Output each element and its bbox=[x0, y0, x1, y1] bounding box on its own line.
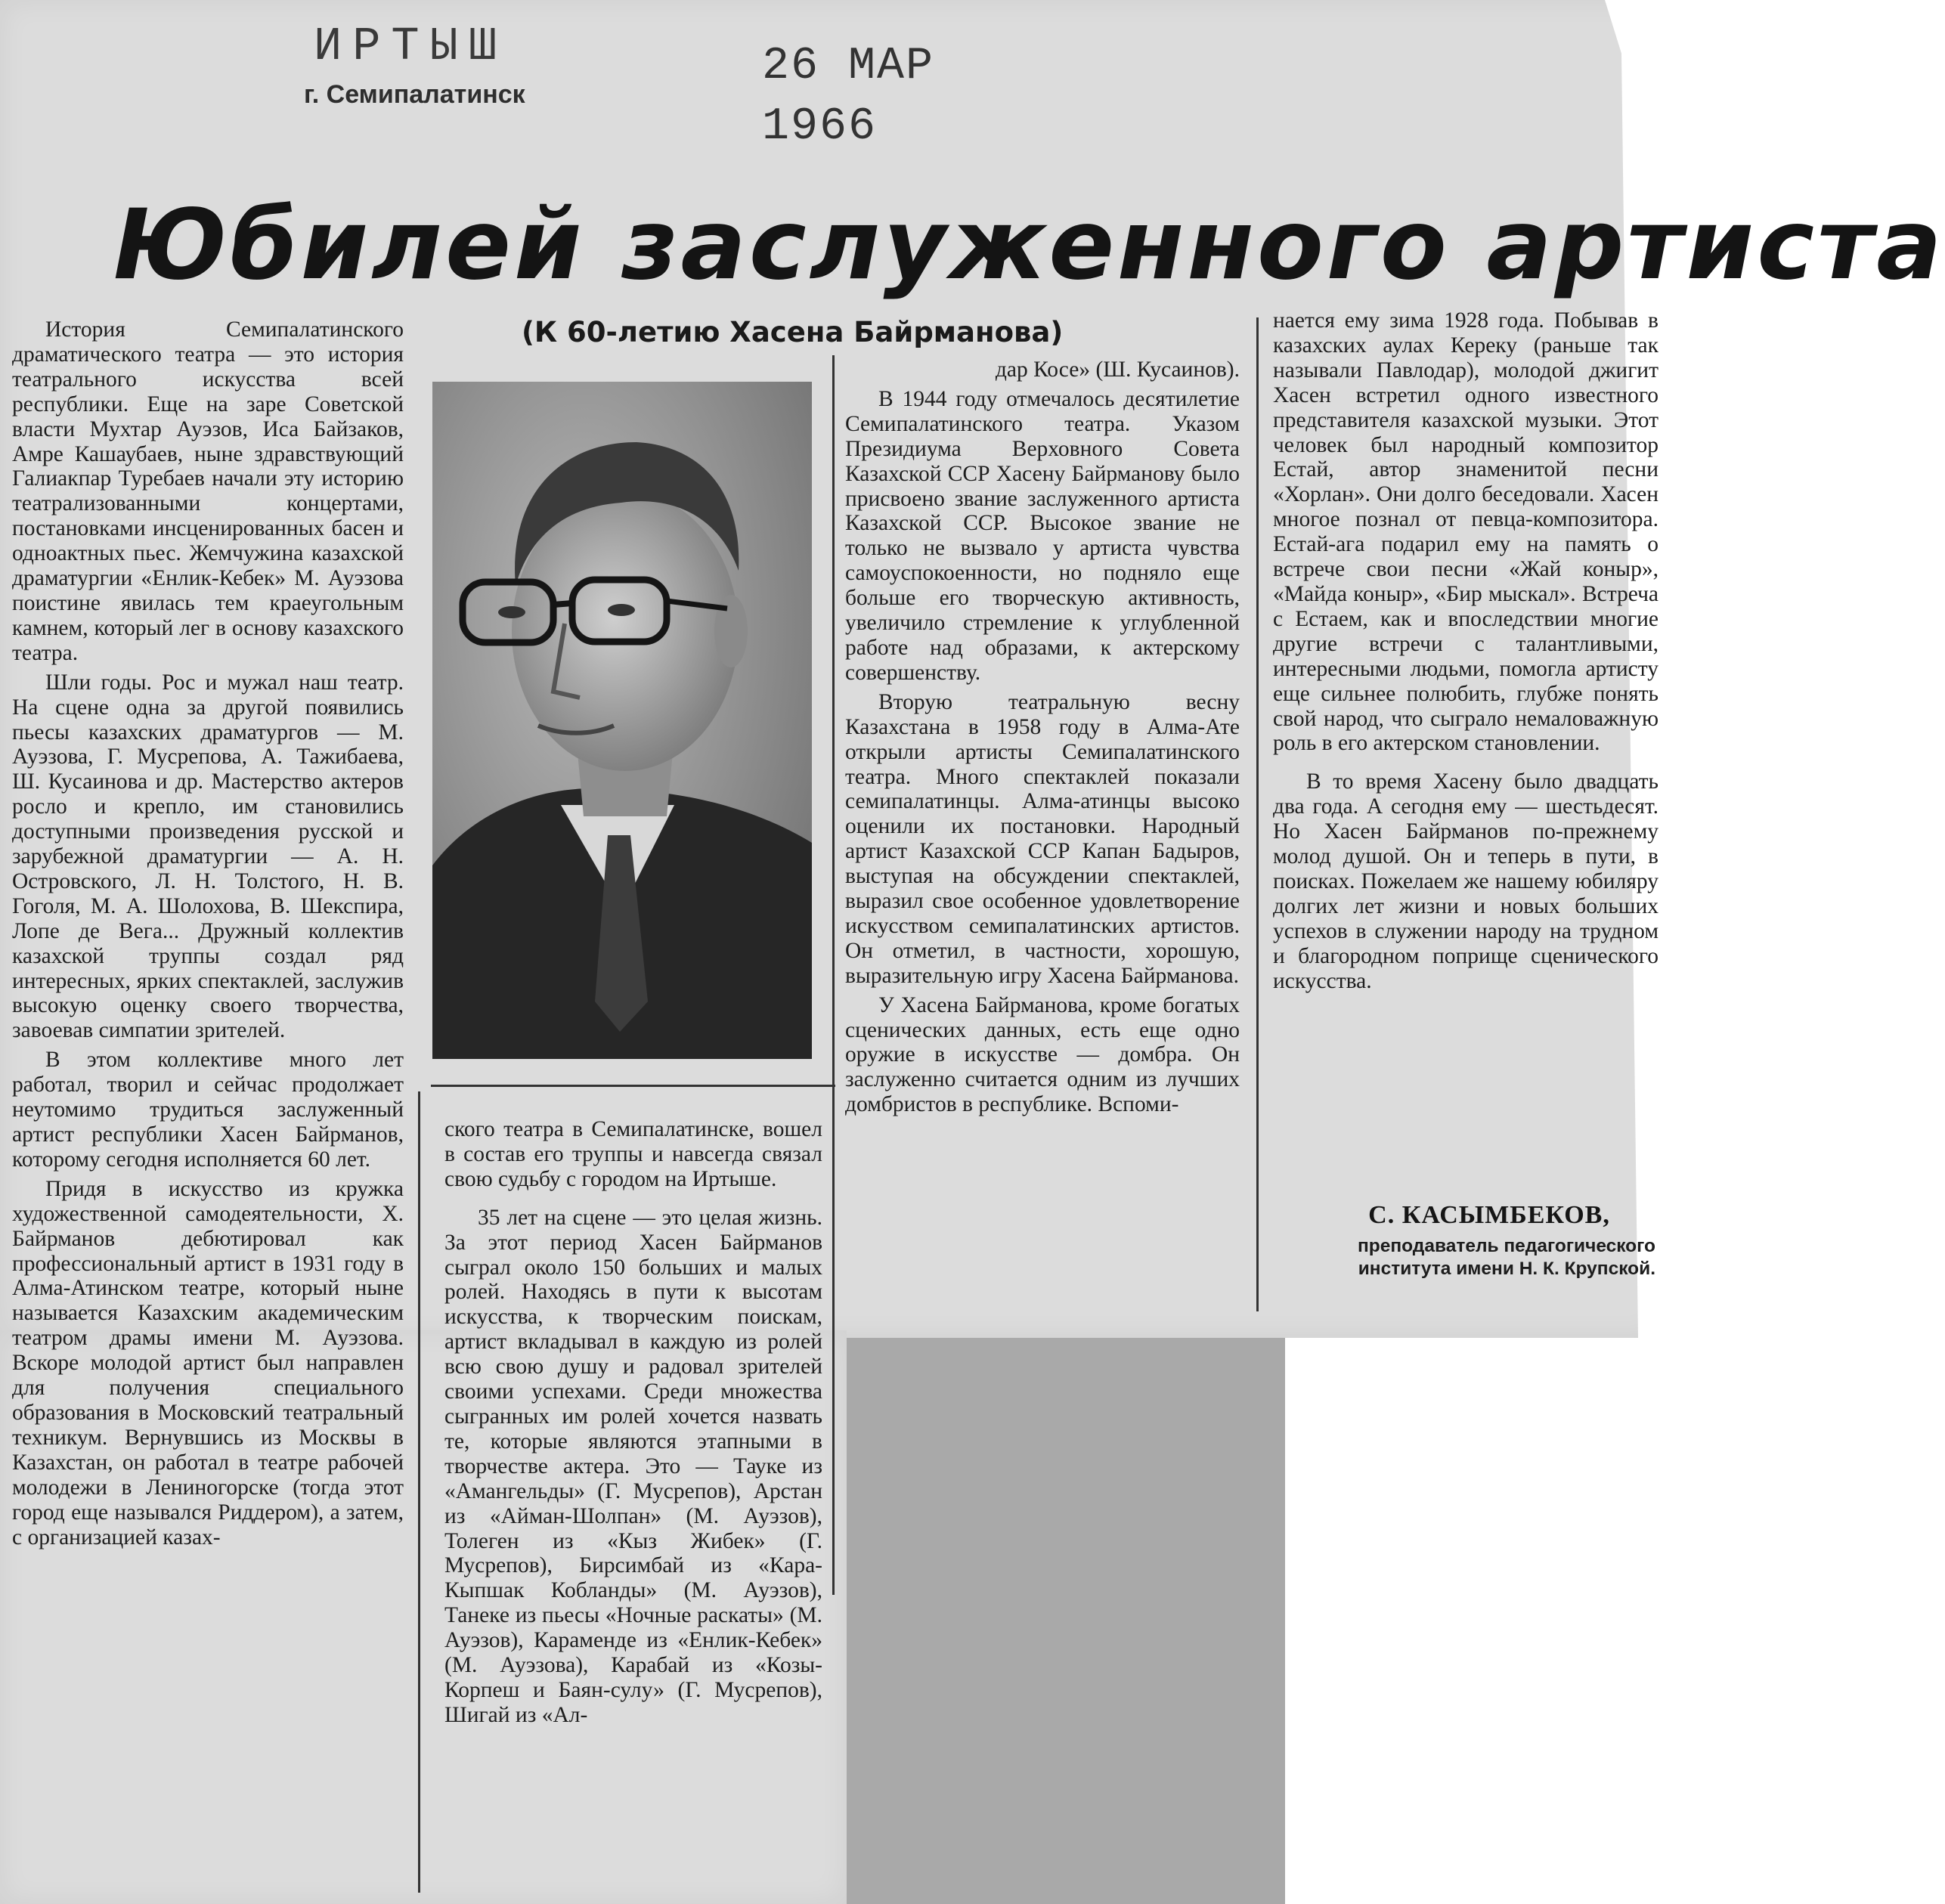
photo-caption-rule bbox=[431, 1085, 835, 1087]
portrait-photo bbox=[432, 382, 812, 1059]
paragraph: 35 лет на сцене — это целая жизнь. За этот период Хасен Байрманов сыграл около 150 больших и малых ролей. Находясь в пути к высотам искусства, к творческим поискам, артист вкладывал в каждую из ролей всю свою душу и радовал зрителей своими успехами. Среди множества сыгранных им ролей хочется назвать те, которые являются этапными в творчестве актера. Это — Тауке из «Амангельды» (Г. Мусрепов), Арстан из «Айман-Шолпан» (М. Ауэзов), Толеген из «Кыз Жибек» (Г. Мусрепов), Бирсимбай из «Кара-Кыпшак Кобланды» (М. Ауэзов), Танеке из пьесы «Ночные раскаты» (М. Ауэзов), Караменде из «Енлик-Кебек» (М. Ауэзова), Карабай из «Козы-Корпеш и Баян-сулу» (Г. Мусрепов), Шигай из «Ал- bbox=[444, 1205, 822, 1727]
column-rule bbox=[832, 355, 835, 1595]
portrait-illustration bbox=[432, 382, 812, 1059]
paragraph: В то время Хасену было двадцать два года. А сегодня ему — шестьдесят. Но Хасен Байрманов по-прежнему молод душой. Он и теперь в пути, в поисках. Пожелаем же нашему юбиляру долгих лет жизни и новых больших успехов в служении народу на трудном и благородном поприще сценического искусства. bbox=[1273, 769, 1659, 993]
article-subheadline: (К 60-летию Хасена Байрманова) bbox=[522, 316, 1064, 348]
paragraph: Придя в искусство из кружка художественной самодеятельности, Х. Байрманов дебютировал как профессиональный артист в 1931 году в Алма-Атинском театре, который ныне называется Казахским академическим театром драмы имени М. Ауэзова. Вскоре молодой артист был направлен для получения специального образования в Московский театральный техникум. Вернувшись из Москвы в Казахстан, он работал в театре рабочей молодежи в Лениногорске (тогда этот город еще назывался Риддером), а затем, с организацией казах- bbox=[12, 1176, 404, 1550]
newspaper-name: ИРТЫШ bbox=[314, 20, 508, 73]
article-column-4 bbox=[1273, 308, 1659, 1185]
column-rule bbox=[418, 1091, 420, 1893]
paragraph: нается ему зима 1928 года. Побывав в казахских аулах Кереку (раньше так называли Павлодар), молодой джигит Хасен встретил одного известного представителя казахской музыки. Этот человек был народный композитор Естай, автор знаменитой песни «Хорлан». Они долго беседовали. Хасен многое познал от певца-композитора. Естай-ага подарил ему на память о встрече свои песни «Жай коныр», «Майда коныр», «Бир мыскал». Встреча с Естаем, как и впоследствии многие другие встречи с талантливыми, интересными людьми, помогла артисту еще сильнее полюбить, глубже понять свой народ, что сыграло немаловажную роль в его актерском становлении. bbox=[1273, 308, 1659, 756]
paragraph: У Хасена Байрманова, кроме богатых сценических данных, есть еще одно оружие в искусстве — домбра. Он заслуженно считается одним из лучших домбристов в республике. Вспоми- bbox=[845, 992, 1240, 1117]
newspaper-city: г. Семипалатинск bbox=[304, 80, 525, 109]
paragraph: В этом коллективе много лет работал, творил и сейчас продолжает неутомимо трудиться заслуженный артист республики Хасен Байрманов, которому сегодня исполняется 60 лет. bbox=[12, 1048, 404, 1172]
paragraph: дар Косе» (Ш. Кусаинов). bbox=[995, 358, 1240, 382]
scan-white-background bbox=[1285, 1338, 1678, 1904]
scan-gray-background bbox=[847, 1338, 1285, 1904]
article-column-1 bbox=[12, 317, 404, 1897]
author-credit: преподаватель педагогического института имени Н. К. Крупской. bbox=[1357, 1236, 1655, 1279]
paragraph: Шли годы. Рос и мужал наш театр. На сцене одна за другой появились пьесы казахских драматургов — М. Ауэзова, Г. Мусрепова, А. Тажибаева, Ш. Кусаинова и др. Мастерство актеров росло и крепло, им становились доступными произведения русской и зарубежной драматургии — А. Н. Островского, Л. Н. Толстого, Н. В. Гоголя, М. А. Шолохова, В. Шекспира, Лопе де Вега... Дружный коллектив казахской труппы создал ряд интересных, ярких спектаклей, заслужив высокую оценку своего творчества, завоевав симпатии зрителей. bbox=[12, 670, 404, 1043]
column-rule bbox=[1256, 317, 1259, 1311]
paragraph: История Семипалатинского драматического театра — это история театрального искусства всей республики. Еще на заре Советской власти Мухтар Ауэзов, Иса Байзаков, Амре Кашаубаев, ныне здравствующий Галиакпар Туребаев начали эту историю театрализованными концертами, постановками инсценированных басен и одноактных пьес. Жемчужина казахской драматургии «Енлик-Кебек» М. Ауэзова поистине явилась тем краеугольным камнем, который лег в основу казахского театра. bbox=[12, 317, 404, 665]
paragraph: ского театра в Семипалатинске, вошел в состав его труппы и навсегда связал свою судьбу с городом на Иртыше. bbox=[444, 1117, 822, 1191]
date-stamp: 26 МАР 1966 bbox=[762, 41, 935, 153]
article-headline: Юбилей заслуженного артиста bbox=[113, 189, 1945, 302]
article-column-2 bbox=[444, 1117, 822, 1896]
article-column-3 bbox=[845, 358, 1240, 1325]
author-signature: С. КАСЫМБЕКОВ, bbox=[1368, 1201, 1610, 1229]
paragraph: Вторую театральную весну Казахстана в 1958 году в Алма-Ате открыли артисты Семипалатинского театра. Много спектаклей показали семипалатинцы. Алма-атинцы высоко оценили их постановки. Народный артист Казахской ССР Капан Бадыров, выступая на обсуждении спектаклей, выразил свое особенное удовлетворение искусством семипалатинских артистов. Он отметил, в частности, хорошую, выразительную игру Хасена Байрманова. bbox=[845, 689, 1240, 988]
paragraph: В 1944 году отмечалось десятилетие Семипалатинского театра. Указом Президиума Верховного Совета Казахской ССР Хасену Байрманову было присвоено звание заслуженного артиста Казахской ССР. Высокое звание не только не вызвало у артиста чувства самоуспокоенности, но подняло еще больше его творческую активность, увеличило стремление к углубленной работе над образами, к актерскому совершенству. bbox=[845, 386, 1240, 685]
